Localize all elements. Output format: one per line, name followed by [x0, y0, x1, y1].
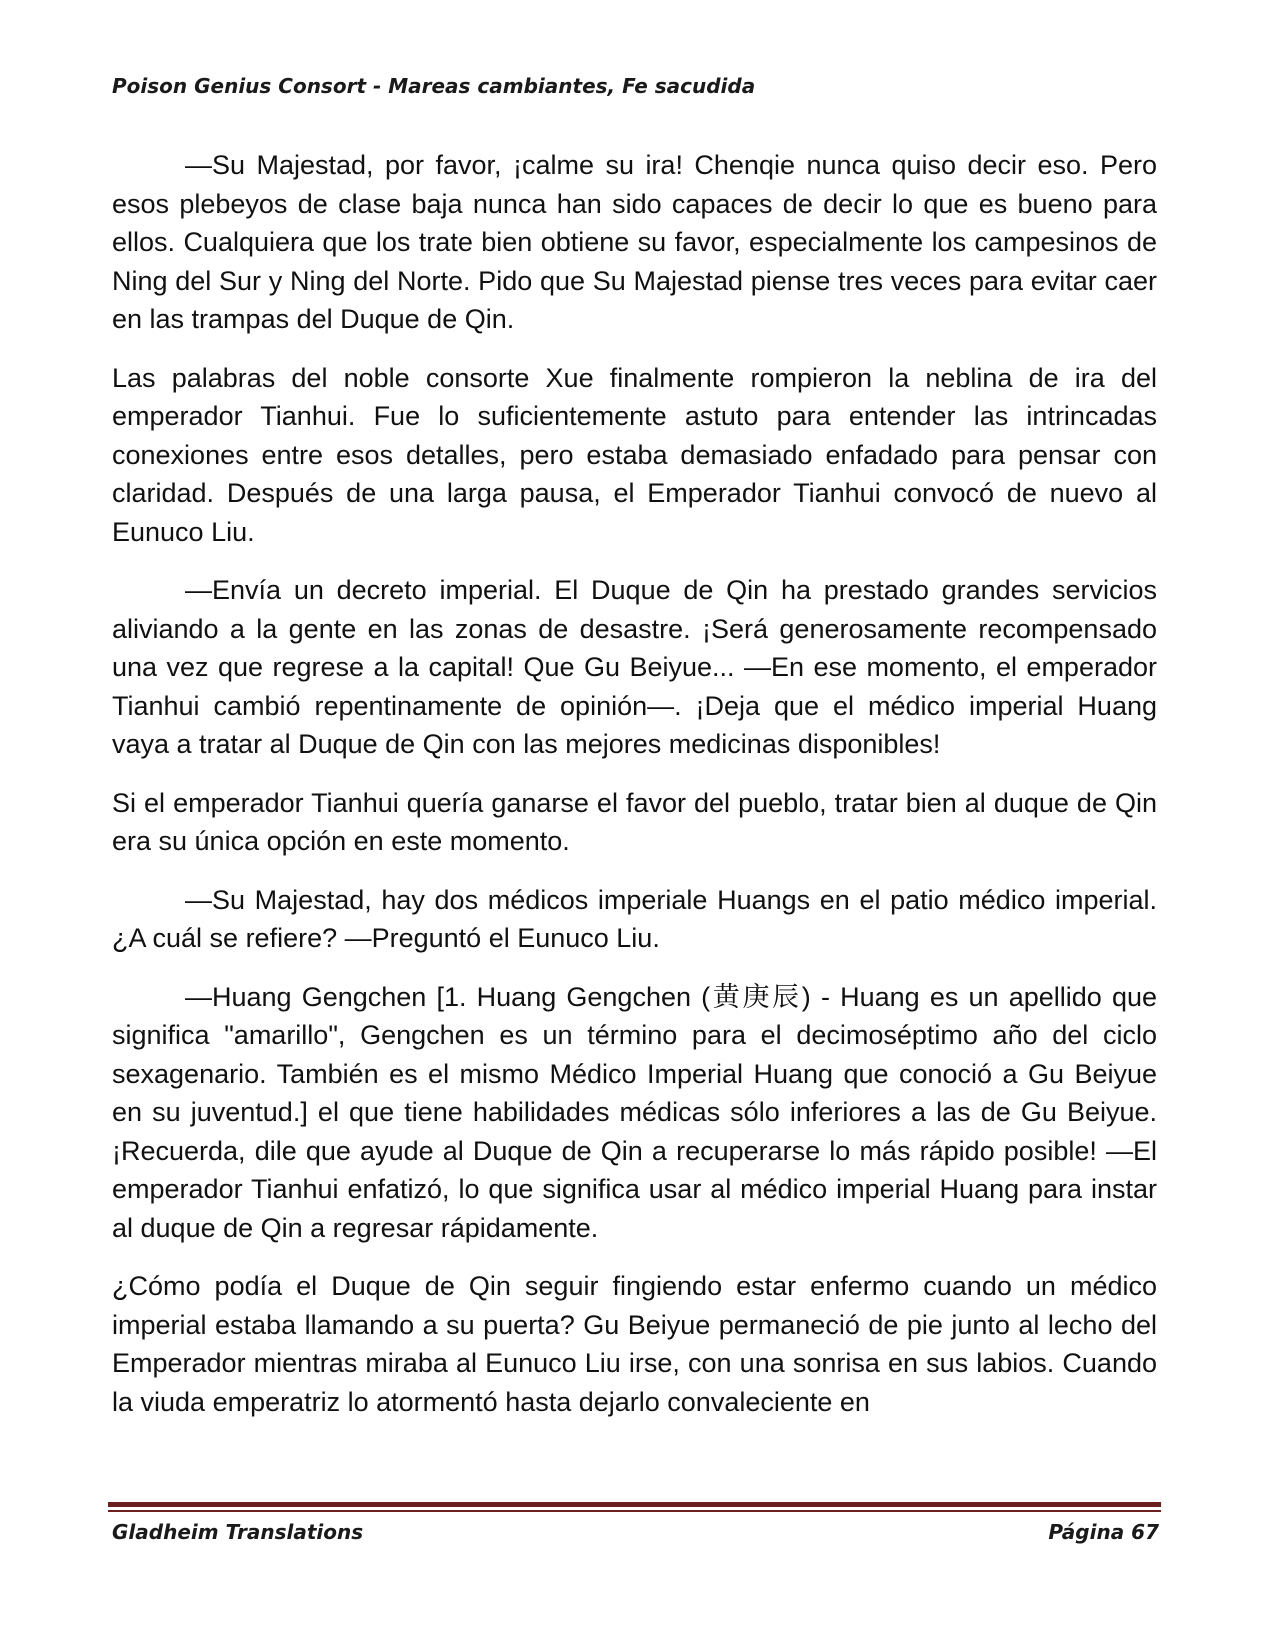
paragraph-1: —Su Majestad, por favor, ¡calme su ira! Chenqie nunca quiso decir eso. Pero esos plebeyos de clase baja nunca han sido capaces de decir lo que es bueno para ellos. Cualquiera que los trate bien obtiene su favor, especialmente los campesinos de Ning del Sur y Ning del Norte. Pido que Su Majestad piense tres veces para evitar caer en las trampas del Duque de Qin. [112, 150, 1157, 334]
paragraph-7: ¿Cómo podía el Duque de Qin seguir fingiendo estar enfermo cuando un médico imperial estaba llamando a su puerta? Gu Beiyue permaneció de pie junto al lecho del Emperador mientras miraba al Eunuco Liu irse, con una sonrisa en sus labios. Cuando la viuda emperatriz lo atormentó hasta dejarlo convaleciente en [112, 1271, 1157, 1417]
footer-page-number: Página 67 [1048, 1520, 1159, 1544]
paragraph-3: —Envía un decreto imperial. El Duque de Qin ha prestado grandes servicios aliviando a la gente en las zonas de desastre. ¡Será generosamente recompensado una vez que regrese a la capital! Que Gu Beiyue... —En ese momento, el emperador Tianhui cambió repentinamente de opinión—. ¡Deja que el médico imperial Huang vaya a tratar al Duque de Qin con las mejores medicinas disponibles! [112, 575, 1157, 759]
paragraph-6: —Huang Gengchen [1. Huang Gengchen (黄庚辰) - Huang es un apellido que significa "amarillo", Gengchen es un término para el decimoséptimo año del ciclo sexagenario. También es el mismo Médico Imperial Huang que conoció a Gu Beiyue en su juventud.] el que tiene habilidades médicas sólo inferiores a las de Gu Beiyue. ¡Recuerda, dile que ayude al Duque de Qin a recuperarse lo más rápido posible! —El emperador Tianhui enfatizó, lo que significa usar al médico imperial Huang para instar al duque de Qin a regresar rápidamente. [112, 981, 1157, 1243]
footer-publisher: Gladheim Translations [112, 1520, 364, 1544]
page-body [112, 146, 1157, 1421]
page-header-title: Poison Genius Consort - Mareas cambiantes, Fe sacudida [112, 74, 756, 98]
footer-divider-thin [108, 1510, 1161, 1512]
paragraph-4: Si el emperador Tianhui quería ganarse el favor del pueblo, tratar bien al duque de Qin era su única opción en este momento. [112, 787, 1157, 856]
paragraph-5: —Su Majestad, hay dos médicos imperiale Huangs en el patio médico imperial. ¿A cuál se refiere? —Preguntó el Eunuco Liu. [112, 884, 1157, 953]
footer-divider-thick [108, 1502, 1161, 1507]
paragraph-2: Las palabras del noble consorte Xue finalmente rompieron la neblina de ira del emperador Tianhui. Fue lo suficientemente astuto para entender las intrincadas conexiones entre esos detalles, pero estaba demasiado enfadado para pensar con claridad. Después de una larga pausa, el Emperador Tianhui convocó de nuevo al Eunuco Liu. [112, 362, 1157, 547]
